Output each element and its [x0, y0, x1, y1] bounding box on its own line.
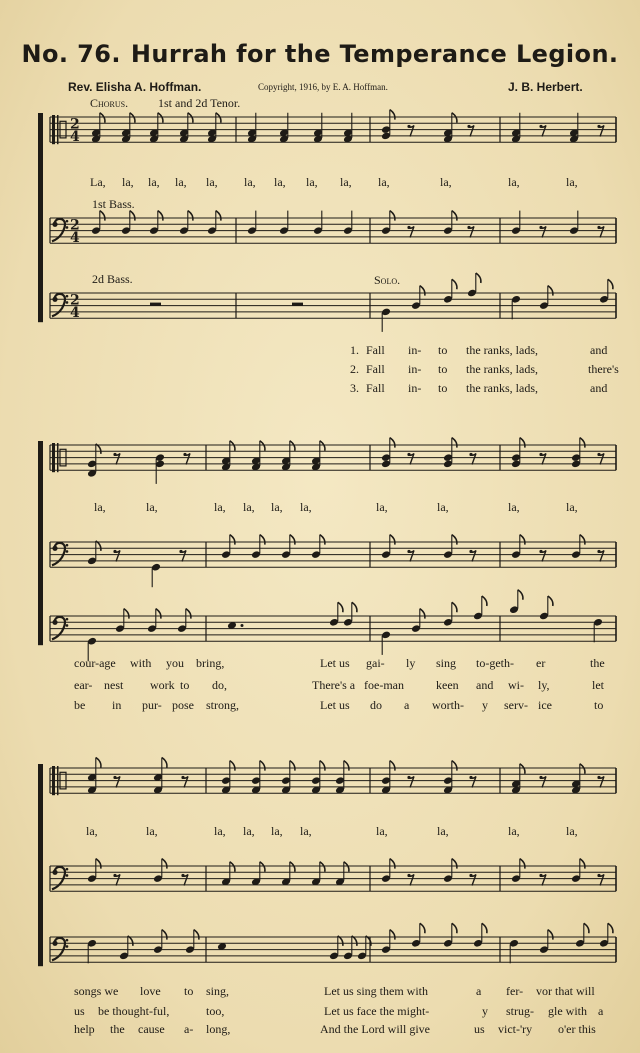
lyric-syllable: gai-: [366, 656, 385, 670]
lyric-syllable: la,: [206, 175, 218, 189]
lyric-syllable: There's a: [312, 678, 356, 692]
eighth-rest-dot: [539, 226, 542, 229]
lyric-syllable: Fall: [366, 362, 385, 376]
lyric-syllable: ly: [406, 656, 416, 670]
lyric-syllable: in-: [408, 343, 422, 357]
note-flag: [584, 923, 589, 933]
bass-clef-dot: [66, 945, 69, 948]
bass-clef-dot: [52, 870, 57, 875]
note-flag: [390, 438, 395, 448]
lyric-syllable: the ranks, lads,: [466, 362, 538, 376]
note-flag: [158, 113, 163, 123]
bass-clef-dot: [66, 868, 69, 871]
time-signature-top: 2: [70, 116, 80, 133]
note-flag: [476, 273, 481, 283]
lyric-syllable: sing: [436, 656, 457, 670]
note-flag: [390, 761, 395, 771]
note-flag: [130, 211, 135, 221]
eighth-rest-dot: [539, 550, 542, 553]
bass-clef-dot: [66, 874, 69, 877]
note-flag: [320, 441, 325, 451]
eighth-rest-dot: [407, 453, 410, 456]
note-flag: [124, 609, 129, 619]
lyric-syllable: gle with: [548, 1004, 587, 1018]
note-flag: [100, 113, 105, 123]
note-flag: [344, 761, 349, 771]
lyric-syllable: Let us sing them with: [324, 984, 428, 998]
lyric-syllable: love: [140, 984, 161, 998]
lyric-syllable: la,: [440, 175, 452, 189]
eighth-rest-dot: [539, 453, 542, 456]
note-flag: [290, 535, 295, 545]
eighth-rest-dot: [113, 453, 116, 456]
lyric-syllable: ly,: [538, 678, 550, 692]
eighth-rest-dot: [467, 125, 470, 128]
lyric-syllable: vor that will: [536, 984, 595, 998]
lyric-syllable: la,: [243, 824, 255, 838]
bass-clef-dot: [52, 546, 57, 551]
note-flag: [482, 923, 487, 933]
lyric-syllable: to: [438, 343, 448, 357]
note-flag: [260, 535, 265, 545]
lyricist-credit: Rev. Elisha A. Hoffman.: [68, 80, 202, 94]
note-flag: [482, 596, 487, 606]
eighth-rest-dot: [469, 453, 472, 456]
note-flag: [260, 441, 265, 451]
lyric-syllable: la,: [146, 824, 158, 838]
system-brace: [38, 113, 43, 322]
eighth-rest-dot: [113, 550, 116, 553]
note-flag: [188, 113, 193, 123]
note-flag: [230, 761, 235, 771]
note-flag: [580, 859, 585, 869]
lyric-syllable: la,: [566, 175, 578, 189]
lyric-syllable: pose: [172, 698, 194, 712]
half-rest: [292, 303, 303, 306]
lyric-syllable: And the Lord will give: [320, 1022, 430, 1036]
lyric-syllable: la,: [214, 500, 226, 514]
lyric-syllable: la,: [274, 175, 286, 189]
eighth-rest-dot: [407, 874, 410, 877]
lyric-syllable: in-: [408, 381, 422, 395]
note-flag: [452, 438, 457, 448]
lyric-syllable: do: [370, 698, 382, 712]
eighth-rest-dot: [597, 125, 600, 128]
lyric-syllable: la,: [376, 824, 388, 838]
verse-number: 3.: [350, 381, 359, 395]
eighth-rest-dot: [469, 874, 472, 877]
tenor-clef-bar: [57, 443, 59, 472]
eighth-rest-dot: [467, 226, 470, 229]
lyric-syllable: do,: [212, 678, 227, 692]
lyric-syllable: the: [590, 656, 605, 670]
note-flag: [452, 535, 457, 545]
lyric-syllable: o'er this: [558, 1022, 596, 1036]
half-rest: [150, 303, 161, 306]
composer-credit: J. B. Herbert.: [508, 80, 583, 94]
eighth-rest-dot: [539, 874, 542, 877]
lyric-syllable: la,: [122, 175, 134, 189]
chorus-label: Chorus.: [90, 96, 129, 110]
lyric-syllable: la,: [378, 175, 390, 189]
bass-clef-dot: [66, 226, 69, 229]
lyric-syllable: be thought-ful,: [98, 1004, 170, 1018]
note-flag: [320, 862, 325, 872]
lyric-syllable: strong,: [206, 698, 239, 712]
lyric-syllable: long,: [206, 1022, 231, 1036]
lyric-syllable: the ranks, lads,: [466, 381, 538, 395]
note-flag: [352, 602, 357, 612]
time-signature-top: 2: [70, 217, 80, 234]
eighth-rest-dot: [469, 776, 472, 779]
note-flag: [188, 211, 193, 221]
lyric-syllable: serv-: [504, 698, 528, 712]
note-flag: [100, 211, 105, 221]
note-flag: [520, 535, 525, 545]
lyric-syllable: la,: [175, 175, 187, 189]
lyric-syllable: la,: [306, 175, 318, 189]
bass-clef-dot: [66, 301, 69, 304]
system-brace: [38, 441, 43, 645]
lyric-syllable: la,: [300, 824, 312, 838]
tenor-clef-bar: [52, 766, 55, 795]
note-flag: [452, 761, 457, 771]
bass-clef-dot: [66, 618, 69, 621]
bass-clef-dot: [66, 624, 69, 627]
note-flag: [580, 535, 585, 545]
note-flag: [420, 609, 425, 619]
note-flag: [520, 764, 525, 774]
note-flag: [390, 930, 395, 940]
eighth-rest-dot: [597, 226, 600, 229]
lyric-syllable: la,: [146, 500, 158, 514]
eighth-rest-dot: [597, 453, 600, 456]
lyric-syllable: strug-: [506, 1004, 534, 1018]
lyric-syllable: you: [166, 656, 184, 670]
note-flag: [580, 764, 585, 774]
hymn-title: Hurrah for the Temperance Legion.: [130, 40, 619, 68]
lyric-syllable: vict-'ry: [498, 1022, 533, 1036]
eighth-rest-dot: [597, 874, 600, 877]
eighth-rest-dot: [113, 776, 116, 779]
note-flag: [344, 862, 349, 872]
note-flag: [230, 441, 235, 451]
note-flag: [320, 761, 325, 771]
note-flag: [518, 590, 523, 600]
note-flag: [420, 923, 425, 933]
tenor-label: 1st and 2d Tenor.: [158, 96, 241, 110]
lyric-syllable: to: [594, 698, 604, 712]
lyric-syllable: y: [482, 1004, 488, 1018]
lyric-syllable: Let us face the might-: [324, 1004, 430, 1018]
lyric-syllable: fer-: [506, 984, 524, 998]
note-flag: [520, 438, 525, 448]
lyric-syllable: wi-: [508, 678, 524, 692]
note-flag: [130, 113, 135, 123]
note-flag: [156, 609, 161, 619]
note-flag: [452, 923, 457, 933]
lyric-syllable: la,: [376, 500, 388, 514]
lyric-syllable: in-: [408, 362, 422, 376]
eighth-rest-dot: [407, 125, 410, 128]
note-flag: [162, 859, 167, 869]
lyric-syllable: la,: [437, 500, 449, 514]
lyric-syllable: help: [74, 1022, 95, 1036]
eighth-rest-dot: [181, 776, 184, 779]
lyric-syllable: la,: [86, 824, 98, 838]
note-flag: [260, 862, 265, 872]
lyric-syllable: Fall: [366, 343, 385, 357]
note-flag: [290, 862, 295, 872]
hymn-number: No. 76.: [21, 40, 121, 68]
note-flag: [162, 930, 167, 940]
lyric-syllable: and: [590, 381, 608, 395]
lyric-syllable: a: [476, 984, 482, 998]
copyright-notice: Copyright, 1916, by E. A. Hoffman.: [258, 82, 388, 92]
bass-clef-dot: [66, 939, 69, 942]
bass-clef-dot: [52, 941, 57, 946]
lyric-syllable: la,: [214, 824, 226, 838]
note-flag: [452, 602, 457, 612]
note-flag: [320, 535, 325, 545]
lyric-syllable: the: [110, 1022, 125, 1036]
lyric-syllable: la,: [508, 824, 520, 838]
note-flag: [290, 761, 295, 771]
dot: [241, 624, 244, 627]
lyric-syllable: a-: [184, 1022, 194, 1036]
tenor-clef-bar: [52, 443, 55, 472]
lyric-syllable: la,: [508, 175, 520, 189]
bass-clef-dot: [66, 220, 69, 223]
time-signature-bottom: 4: [70, 129, 80, 146]
bass-clef-dot: [66, 544, 69, 547]
lyric-syllable: la,: [94, 500, 106, 514]
eighth-rest-dot: [407, 226, 410, 229]
time-signature-top: 2: [70, 292, 80, 309]
lyric-syllable: a: [598, 1004, 604, 1018]
note-flag: [390, 211, 395, 221]
lyric-syllable: Let us: [320, 656, 350, 670]
lyric-syllable: to-geth-: [476, 656, 514, 670]
note-flag: [452, 279, 457, 289]
lyric-syllable: worth-: [432, 698, 464, 712]
lyric-syllable: songs we: [74, 984, 119, 998]
lyric-syllable: er: [536, 656, 546, 670]
note-flag: [452, 859, 457, 869]
note-flag: [230, 862, 235, 872]
bass2-label: 2d Bass.: [92, 272, 133, 286]
verse-number: 1.: [350, 343, 359, 357]
lyric-syllable: foe-man: [364, 678, 404, 692]
bass-clef-dot: [66, 295, 69, 298]
lyric-syllable: to: [180, 678, 190, 692]
note-flag: [260, 761, 265, 771]
lyric-syllable: la,: [271, 824, 283, 838]
eighth-rest-dot: [539, 776, 542, 779]
eighth-rest-dot: [407, 550, 410, 553]
lyric-syllable: La,: [90, 175, 106, 189]
verse-number: 2.: [350, 362, 359, 376]
bass-clef-dot: [52, 297, 57, 302]
note-flag: [548, 930, 553, 940]
tenor-clef-bar: [52, 115, 55, 144]
tenor-clef-bar: [57, 766, 59, 795]
lyric-syllable: sing,: [206, 984, 230, 998]
note-flag: [580, 438, 585, 448]
lyric-syllable: bring,: [196, 656, 225, 670]
lyric-syllable: cause: [138, 1022, 165, 1036]
lyric-syllable: la,: [566, 824, 578, 838]
note-flag: [390, 535, 395, 545]
bass1-label: 1st Bass.: [92, 197, 135, 211]
lyric-syllable: us: [74, 1004, 85, 1018]
lyric-syllable: la,: [437, 824, 449, 838]
eighth-rest-dot: [539, 125, 542, 128]
lyric-syllable: la,: [271, 500, 283, 514]
lyric-syllable: nest: [104, 678, 124, 692]
lyric-syllable: a: [404, 698, 410, 712]
lyric-syllable: la,: [244, 175, 256, 189]
note-flag: [96, 859, 101, 869]
lyric-syllable: la,: [243, 500, 255, 514]
lyric-syllable: pur-: [142, 698, 162, 712]
lyric-syllable: la,: [508, 500, 520, 514]
lyric-syllable: la,: [340, 175, 352, 189]
eighth-rest-dot: [407, 776, 410, 779]
note-flag: [338, 602, 343, 612]
lyric-syllable: la,: [300, 500, 312, 514]
note-flag: [186, 609, 191, 619]
note-flag: [390, 110, 395, 120]
lyric-syllable: la,: [566, 500, 578, 514]
eighth-rest-dot: [597, 776, 600, 779]
solo-label: Solo.: [374, 273, 401, 287]
bass-clef-dot: [66, 550, 69, 553]
lyric-syllable: ice: [538, 698, 552, 712]
lyric-syllable: ear-: [74, 678, 93, 692]
note-flag: [548, 596, 553, 606]
lyric-syllable: y: [482, 698, 488, 712]
bass-clef-dot: [52, 222, 57, 227]
lyric-syllable: to: [438, 381, 448, 395]
lyric-syllable: Fall: [366, 381, 385, 395]
eighth-rest-dot: [183, 453, 186, 456]
eighth-rest-dot: [469, 550, 472, 553]
note-flag: [452, 113, 457, 123]
note-flag: [230, 535, 235, 545]
time-signature-bottom: 4: [70, 305, 80, 322]
note-flag: [390, 859, 395, 869]
time-signature-bottom: 4: [70, 230, 80, 247]
lyric-syllable: la,: [148, 175, 160, 189]
lyric-syllable: in: [112, 698, 122, 712]
system-brace: [38, 764, 43, 966]
note-flag: [96, 757, 101, 767]
note-flag: [548, 286, 553, 296]
eighth-rest-dot: [181, 874, 184, 877]
lyric-syllable: and: [590, 343, 608, 357]
note-flag: [216, 113, 221, 123]
note-flag: [520, 859, 525, 869]
eighth-rest-dot: [597, 550, 600, 553]
lyric-syllable: cour-age: [74, 656, 116, 670]
lyric-syllable: the ranks, lads,: [466, 343, 538, 357]
lyric-syllable: work: [150, 678, 175, 692]
tenor-clef-bar: [57, 115, 59, 144]
note-flag: [420, 286, 425, 296]
note-flag: [162, 757, 167, 767]
lyric-syllable: be: [74, 698, 86, 712]
eighth-rest-dot: [179, 550, 182, 553]
note-flag: [452, 211, 457, 221]
lyric-syllable: to: [438, 362, 448, 376]
bass-clef-dot: [52, 620, 57, 625]
lyric-syllable: with: [130, 656, 152, 670]
note-flag: [608, 923, 613, 933]
note-flag: [194, 930, 199, 940]
lyric-syllable: to: [184, 984, 194, 998]
lyric-syllable: Let us: [320, 698, 350, 712]
note-flag: [216, 211, 221, 221]
lyric-syllable: keen: [436, 678, 459, 692]
note-flag: [608, 279, 613, 289]
eighth-rest-dot: [113, 874, 116, 877]
lyric-syllable: let: [592, 678, 604, 692]
lyric-syllable: and: [476, 678, 494, 692]
note-flag: [158, 211, 163, 221]
lyric-syllable: there's: [588, 362, 619, 376]
lyric-syllable: us: [474, 1022, 485, 1036]
note-flag: [290, 441, 295, 451]
lyric-syllable: too,: [206, 1004, 225, 1018]
